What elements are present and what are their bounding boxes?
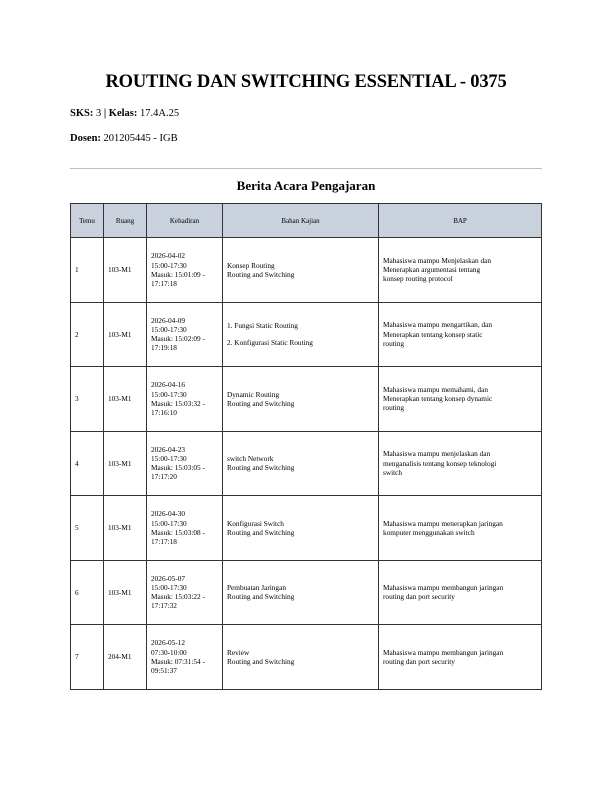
attendance-check-in: Masuk: 15:01:09 - — [151, 269, 205, 279]
bap-line: Mahasiswa mampu menerapkan jaringan — [383, 518, 503, 528]
attendance-schedule: 15:00-17:30 — [151, 518, 187, 528]
cell-bap — [379, 431, 542, 496]
kajian-topic: Review — [227, 647, 250, 657]
cell-temu — [71, 496, 104, 561]
attendance-date: 2026-04-16 — [151, 380, 186, 390]
table-row — [71, 302, 542, 367]
cell-ruang — [104, 302, 147, 367]
attendance-check-in: Masuk: 15:02:09 - — [151, 334, 205, 344]
ruang-value: 103-M1 — [108, 394, 132, 404]
attendance-check-in: Masuk: 07:31:54 - — [151, 656, 205, 666]
bap-line: menganalisis tentang konsep teknologi — [383, 458, 497, 468]
bap-line: Mahasiswa mampu Menjelaskan dan — [383, 255, 492, 265]
cell-bap — [379, 238, 542, 303]
kajian-subject: Routing and Switching — [227, 592, 295, 602]
cell-bahan-kajian — [223, 496, 379, 561]
header-bap: BAP — [379, 204, 542, 238]
attendance-check-out: 17:17:18 — [151, 536, 177, 546]
cell-bap — [379, 367, 542, 432]
bap-line: switch — [383, 467, 403, 477]
temu-value: 1 — [75, 265, 79, 275]
cell-ruang — [104, 367, 147, 432]
spacer — [227, 330, 374, 338]
attendance-schedule: 15:00-17:30 — [151, 325, 187, 335]
ruang-value: 204-M1 — [108, 652, 132, 662]
bap-line: Menerapkan argumentasi tentang — [383, 265, 481, 275]
cell-ruang — [104, 625, 147, 690]
sks-label: SKS: — [70, 108, 94, 119]
ruang-value: 103-M1 — [108, 523, 132, 533]
cell-kehadiran — [147, 238, 223, 303]
attendance-date: 2026-04-23 — [151, 444, 186, 454]
bap-line: konsep routing protocol — [383, 274, 453, 284]
attendance-schedule: 07:30-10:00 — [151, 647, 187, 657]
bap-line: Mahasiswa mampu menjelaskan dan — [383, 449, 491, 459]
cell-bahan-kajian — [223, 367, 379, 432]
attendance-schedule: 15:00-17:30 — [151, 454, 187, 464]
kajian-subject: 2. Konfigurasi Static Routing — [227, 338, 313, 348]
bap-line: routing dan port security — [383, 592, 455, 602]
cell-bahan-kajian — [223, 625, 379, 690]
bap-line: Mahasiswa mampu membangun jaringan — [383, 583, 504, 593]
cell-kehadiran — [147, 496, 223, 561]
temu-value: 5 — [75, 523, 79, 533]
attendance-date: 2026-04-02 — [151, 251, 186, 261]
kajian-topic: Konsep Routing — [227, 260, 275, 270]
table-row — [71, 238, 542, 303]
table-row — [71, 625, 542, 690]
ruang-value: 103-M1 — [108, 329, 132, 339]
cell-temu — [71, 367, 104, 432]
attendance-date: 2026-04-09 — [151, 315, 186, 325]
cell-kehadiran — [147, 431, 223, 496]
kajian-subject: Routing and Switching — [227, 527, 295, 537]
temu-value: 3 — [75, 394, 79, 404]
cell-ruang — [104, 431, 147, 496]
header-ruang: Ruang — [104, 204, 147, 238]
cell-bap — [379, 302, 542, 367]
attendance-check-out: 17:17:32 — [151, 601, 177, 611]
sks-value: 3 — [95, 108, 102, 119]
divider — [70, 168, 542, 169]
kajian-subject: Routing and Switching — [227, 463, 295, 473]
kelas-value: 17.4A.25 — [139, 108, 180, 119]
attendance-check-out: 17:19:18 — [151, 343, 177, 353]
cell-ruang — [104, 238, 147, 303]
ruang-value: 103-M1 — [108, 265, 132, 275]
bap-line: routing — [383, 403, 405, 413]
cell-temu — [71, 302, 104, 367]
attendance-check-out: 17:17:18 — [151, 278, 177, 288]
cell-temu — [71, 238, 104, 303]
cell-temu — [71, 431, 104, 496]
bap-line: komputer menggunakan switch — [383, 527, 475, 537]
kelas-label: Kelas: — [108, 108, 138, 119]
table-row — [71, 431, 542, 496]
cell-ruang — [104, 560, 147, 625]
header-kehadiran: Kehadiran — [147, 204, 223, 238]
bap-line: Menerapkan tentang konsep dynamic — [383, 394, 493, 404]
dosen-label: Dosen: — [70, 133, 101, 144]
course-title: ROUTING DAN SWITCHING ESSENTIAL - 0375 — [105, 72, 507, 92]
attendance-date: 2026-04-30 — [151, 509, 186, 519]
temu-value: 6 — [75, 587, 79, 597]
attendance-check-in: Masuk: 15:03:05 - — [151, 463, 205, 473]
attendance-schedule: 15:00-17:30 — [151, 260, 187, 270]
bap-line: routing dan port security — [383, 656, 455, 666]
cell-bahan-kajian — [223, 560, 379, 625]
cell-kehadiran — [147, 560, 223, 625]
attendance-schedule: 15:00-17:30 — [151, 389, 187, 399]
cell-bahan-kajian — [223, 431, 379, 496]
cell-bahan-kajian — [223, 238, 379, 303]
meta-separator: | — [103, 108, 107, 119]
cell-bap — [379, 496, 542, 561]
section-title: Berita Acara Pengajaran — [236, 178, 376, 193]
cell-bap — [379, 560, 542, 625]
attendance-check-out: 17:17:20 — [151, 472, 177, 482]
cell-bahan-kajian — [223, 302, 379, 367]
cell-kehadiran — [147, 302, 223, 367]
attendance-check-out: 09:51:37 — [151, 665, 177, 675]
bap-line: routing — [383, 338, 405, 348]
cell-temu — [71, 560, 104, 625]
header-temu: Temu — [71, 204, 104, 238]
bap-line: Menerapkan tentang konsep static — [383, 329, 483, 339]
kajian-topic: Konfigurasi Switch — [227, 518, 284, 528]
attendance-date: 2026-05-12 — [151, 638, 186, 648]
dosen-value: 201205445 - IGB — [103, 133, 178, 144]
kajian-subject: Routing and Switching — [227, 656, 295, 666]
ruang-value: 103-M1 — [108, 587, 132, 597]
table-row — [71, 367, 542, 432]
kajian-topic: Dynamic Routing — [227, 389, 280, 399]
attendance-check-out: 17:16:10 — [151, 407, 177, 417]
temu-value: 2 — [75, 329, 79, 339]
lecturer-info — [70, 133, 178, 144]
temu-value: 7 — [75, 652, 79, 662]
ruang-value: 103-M1 — [108, 458, 132, 468]
temu-value: 4 — [75, 458, 79, 468]
teaching-record-table — [70, 203, 542, 690]
bap-line: Mahasiswa mampu mengartikan, dan — [383, 320, 493, 330]
table-row — [71, 560, 542, 625]
cell-kehadiran — [147, 625, 223, 690]
bap-line: Mahasiswa mampu membangun jaringan — [383, 647, 504, 657]
attendance-schedule: 15:00-17:30 — [151, 583, 187, 593]
attendance-check-in: Masuk: 15:03:32 - — [151, 398, 205, 408]
table-row — [71, 496, 542, 561]
attendance-date: 2026-05-07 — [151, 573, 186, 583]
cell-bap — [379, 625, 542, 690]
kajian-topic: Pembuatan Jaringan — [227, 583, 286, 593]
kajian-topic: 1. Fungsi Static Routing — [227, 321, 298, 331]
attendance-check-in: Masuk: 15:03:08 - — [151, 527, 205, 537]
attendance-check-in: Masuk: 15:03:22 - — [151, 592, 205, 602]
bap-line: Mahasiswa mampu memahami, dan — [383, 384, 488, 394]
kajian-topic: switch Network — [227, 454, 274, 464]
kajian-subject: Routing and Switching — [227, 398, 295, 408]
cell-temu — [71, 625, 104, 690]
cell-kehadiran — [147, 367, 223, 432]
kajian-subject: Routing and Switching — [227, 269, 295, 279]
course-meta — [70, 108, 179, 119]
cell-ruang — [104, 496, 147, 561]
table-header-row — [71, 204, 542, 238]
header-bahan-kajian: Bahan Kajian — [223, 204, 379, 238]
